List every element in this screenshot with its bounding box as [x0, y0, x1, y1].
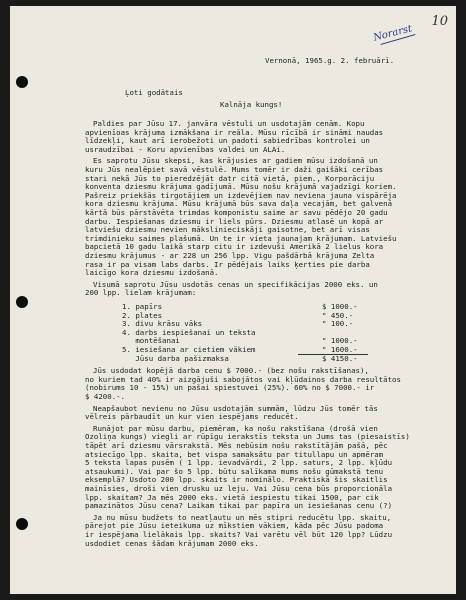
cost-item-amount: " 1600.- [322, 345, 358, 354]
paragraph-line: 200 lpp. lielam krājumam: [85, 288, 197, 298]
place-date: Vernonā, 1965.g. 2. februārī. [265, 56, 395, 65]
paragraph-line: darbu. Iespiešanas dziesmu ir liels pūrs. Dziesmu atlasē un kopā ar [85, 216, 384, 226]
paragraph-line: $ 4200.-. [85, 392, 126, 401]
paragraph-line: (nobirums 10 - 15%) un pašai spiestuvei (25%). 60% no $ 7000.- ir [85, 383, 375, 393]
paragraph-line: Jūs usdodat kopējā darba cenu $ 7000.- (bez nošu rakstīšanas), [93, 366, 369, 376]
cost-item-label: 4. darbs iespiešanai un teksta [122, 327, 256, 337]
paragraph-line: latviešu dziesmu nevien mākslinieciskāji gaisotne, bet arī visas [85, 225, 370, 235]
cost-item-amount: $ 1000.- [322, 302, 358, 311]
paragraph-line: Pašreiz priekšās tirgotājiem un izdevējiem nav neviena jauna vispārēja [85, 190, 397, 200]
punch-hole-bottom [16, 518, 28, 530]
paragraph-line: lpp. skaitam? Ja mēs 2000 eks. vietā iespiestu tikai 1500, par cik [85, 492, 379, 502]
paragraph-line: pārejot pie Jūsu ieteikuma uz mīkstiem vākiem, kāda pēc Jūsu padoma [85, 521, 384, 531]
letter-page [10, 6, 456, 594]
paragraph-line: kārtā būs pārstāvēta trimdas komponistu saime ar savu pēdējo 20 gadu [85, 208, 388, 217]
paragraph-line: tāpēt arī dziesmu vārsrakstā. Mēs nebūsim nošu rakstītājām pašā, pēc [85, 441, 388, 450]
cost-item-amount: " 1000.- [322, 336, 358, 346]
paragraph-line: atsaukumi). Vai par šo 5 lpp. būtu salīkama mums nošu gūmakstā tenu [85, 466, 384, 476]
paragraph-line: pamazinātos Jūsu cena? Laikam tikai par papīra un iesiešanas cenu (?) [85, 501, 393, 511]
cost-item-label: 5. iesiešana ar cietiem vākiem [122, 345, 256, 354]
paragraph-line: Paldies par Jūsu 17. janvāra vēstuli un usdotajām cenām. Kopu [93, 119, 365, 128]
cost-item-label: 3. divu krāsu vāks [122, 319, 203, 329]
paragraph-line: Visumā saprotu Jūsu usdotās cenas un specifikācijas 2000 eks. un [93, 279, 378, 289]
cost-item-label: Jūsu darba pašizmaksa [122, 353, 229, 363]
paragraph-line: laicīgo kora dziesmu izdošanā. [85, 268, 219, 278]
paragraph-line: apvienīoas krājuma izmākšana ir reāla. Mūsu rīcībā ir sināmi naudas [85, 127, 384, 137]
salutation: Ļoti godātais [125, 88, 183, 97]
paragraph-line: vēlreis pārbaudīt un kur vien iespējams reducēt. [85, 412, 299, 422]
paragraph-line: Es saprotu Jūsu skepsi, kas krājusies ar gadiem mūsu izdošanā un [93, 156, 378, 166]
paragraph-line: Ja nu mūsu budžets to neatļautu un mēs stipri reducētu lpp. skaitu, [93, 512, 392, 522]
paragraph-line: stari nekā Jūs to pieredzējāt datr citā vietā, piem., Korporāciju [85, 173, 375, 183]
punch-hole-middle [16, 296, 28, 308]
paragraph-line: Runājot par mūsu darbu, piemēram, ka nošu rakstīšana (drošā vien [93, 423, 378, 433]
paragraph-line: mainīsies, droši vien drusku uz leju. Vai Jūsu cena būs proporcionāla [85, 484, 393, 493]
cost-item-amount: " 450.- [322, 310, 354, 320]
paragraph-line: usdodiet cenas šādam krājumam 2000 eks. [85, 538, 259, 548]
paragraph-line: atsiecīgo lpp. skaita, bet vispa samaksātu par titullapu un apmēram [85, 449, 384, 459]
cost-item-amount: " 100.- [322, 319, 354, 329]
paragraph-line: trimdinieku saimes plašumā. Un te ir vieta jaunajam krājumam. Latviešu [85, 233, 397, 243]
paragraph-line: bapcietā 10 gadu laikā starp citu ir izdevuši Amerikā 2 lielus kora [85, 242, 384, 252]
paragraph-line: Neapšaubot nevienu no Jūsu usdotajām summām, lūdzu Jūs tomēr tās [93, 403, 378, 413]
punch-hole-top [16, 76, 28, 88]
addressee: Kalnāja kungs! [220, 100, 283, 109]
paragraph-line: konventa dziesmu krājuma gadījumā. Mūsu nošu krājumā vajadzīgi koriem. [85, 182, 397, 192]
cost-item-label: 1. papīrs [122, 302, 163, 311]
paragraph-line: ir iespējama lielākais lpp. skaits? Vai varētu vēl būt 120 lpp? Lūdzu [85, 530, 393, 539]
cost-item-amount: $ 4150.- [322, 353, 358, 363]
paragraph-line: 5 teksta lapas pusēm ( 1 lpp. ievadvārdi, 2 lpp. saturs, 2 lpp. kļūdu [85, 458, 393, 468]
paragraph-line: dziesmu krājumus - ar 228 un 256 lpp. Vigu pašdārbā krājuma Zelta [85, 251, 375, 260]
handwritten-stamp: Norarst [371, 23, 413, 44]
paragraph-line: rasa ir pa visam labs darbs. Ir pēdējais laiks ķerties pie darba [85, 259, 370, 269]
cost-item-label: montēšanai [122, 336, 180, 346]
paragraph-line: eksemplā? Usdoto 200 lpp. skaits ir nominālo. Praktiskā šis skaitlis [85, 475, 388, 485]
page-number: 10 [431, 14, 448, 29]
paragraph-line: kora dziesmu krājuma. Mūsu krājumā būs sava daļa vecajām, bet galvenā [85, 199, 393, 209]
paragraph-line: usraudzībai - Koru apvienības valdei un ALAi. [85, 144, 286, 154]
paragraph-line: līdzekļi, kaut arī ierobežoti un padoti sabiedrības kontrolei un [85, 136, 370, 146]
cost-item-label: 2. plates [122, 310, 163, 320]
paragraph-line: no kuriem tad 40% ir aizgājuši sabojātos vai kļūdainos darba resultātos [85, 374, 401, 384]
paragraph-line: kuru Jūs nealēpiet savā vēstulē. Mums tomēr ir daži gaišāki cerības [85, 165, 384, 174]
paragraph-line: Ozoliņa kungs) viegli ar rūpīgu ierakstīs teksta un Jums tas (piesaistīs) [85, 432, 410, 442]
